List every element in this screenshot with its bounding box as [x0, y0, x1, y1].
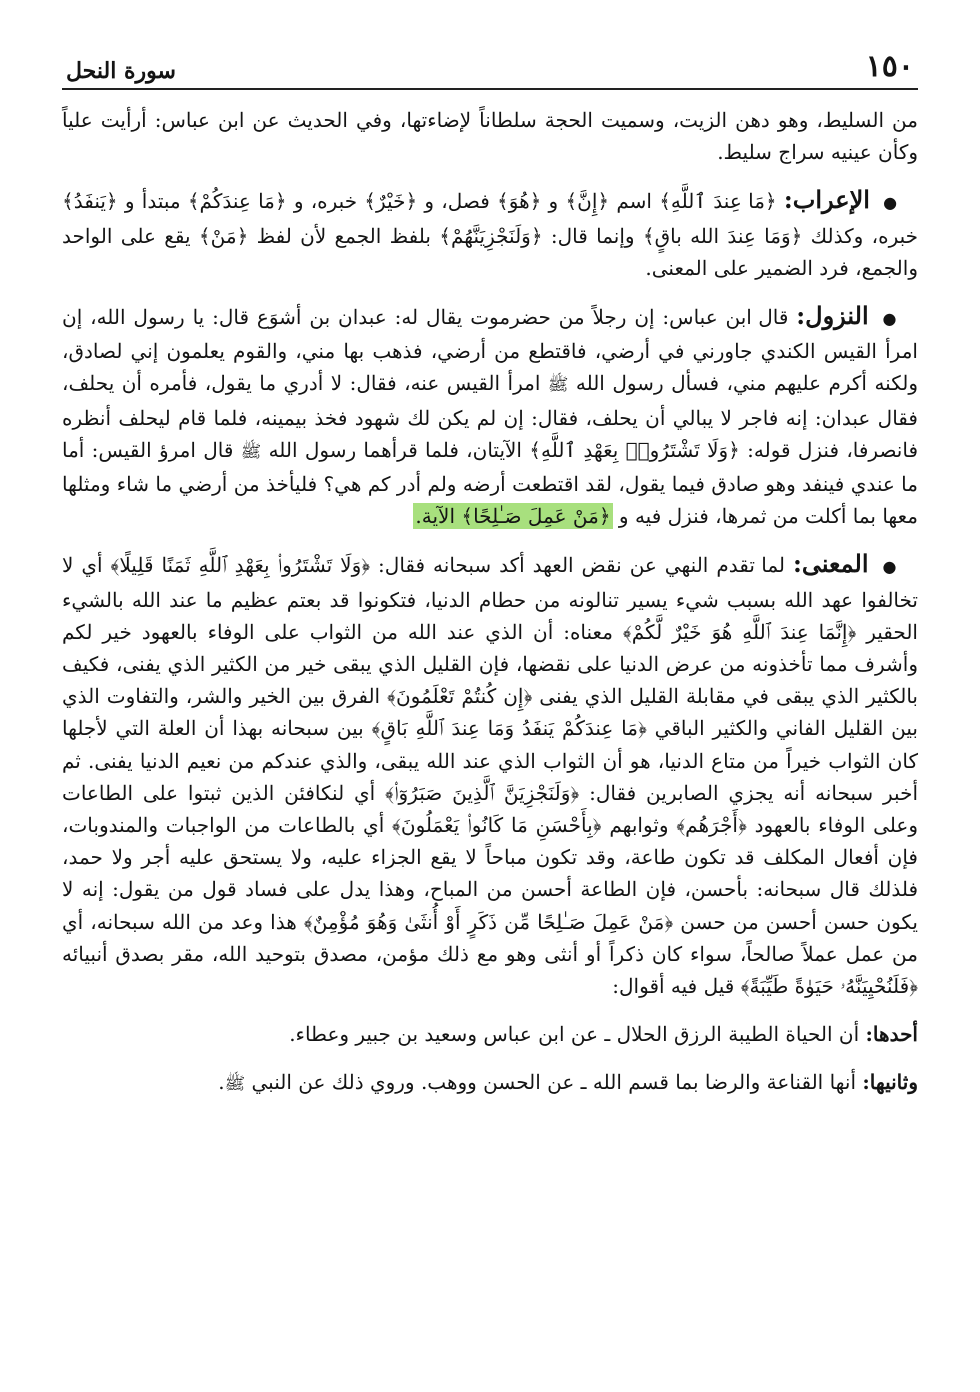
opinion-second-text: أنها القناعة والرضا بما قسم الله ـ عن الحسن ووهب. وروي ذلك عن النبي — [251, 1070, 857, 1095]
opinion-second — [62, 1066, 918, 1100]
bullet-icon: ● — [883, 193, 899, 213]
salawat-ligature: ﷺ — [240, 441, 262, 462]
irab-heading: الإعراب: — [783, 185, 870, 215]
opinion-first-label: أحدها: — [865, 1022, 918, 1047]
page-header — [62, 40, 918, 90]
surah-name: سورة النحل — [66, 58, 176, 84]
opinion-first-text: أن الحياة الطيبة الرزق الحلال ـ عن ابن عباس وسعيد بن جبير وعطاء. — [289, 1022, 860, 1047]
nuzul-text-part-1: قال ابن عباس: إن رجلاً من حضرموت يقال له: عبدان بن أشوَع قال: يا رسول الله، إن امرأ القيس الكندي جاورني في أرضي، فاقتطع من أرضي، فذهب بها مني، والقوم يعلمون إني لصادق، ولكنه أكرم عليهم مني، فسأل رسول الله — [62, 305, 918, 396]
section-nuzul — [62, 300, 918, 532]
highlighted-verse: ﴿مَنْ عَمِلَ صَـٰلِحًا﴾ الآية. — [415, 504, 611, 529]
opinion-second-label: وثانيها: — [862, 1070, 918, 1095]
page-content — [62, 104, 918, 1101]
nuzul-heading: النزول: — [796, 301, 869, 331]
sentence-end: . — [218, 1070, 225, 1095]
salawat-ligature: ﷺ — [224, 1074, 246, 1095]
paragraph-intro — [62, 104, 918, 168]
section-irab — [62, 184, 918, 284]
section-maana — [62, 548, 918, 1002]
intro-text: من السليط، وهو دهن الزيت، وسميت الحجة سلطاناً لإضاءتها، وفي الحديث عن ابن عباس: أرأيت علياً وكأن عينيه سراج سليط. — [62, 108, 918, 165]
nuzul-text-part-3: قال امرؤ القيس: أما ما عندي فينفد وهو صادق فيما يقول، لقد اقتطعت أرضه ولم أدر كم هي؟ فليأخذ من أرضي ما شاء ومثلها معها بما أكلت من ثمرها، فنزل فيه و — [62, 437, 918, 529]
opinion-first — [62, 1018, 918, 1050]
irab-text: ﴿مَا عِندَ ٱللَّهِ﴾ اسم ﴿إِنَّ﴾ و ﴿هُوَ﴾ فصل، و ﴿خَيْرٌ﴾ خبره، و ﴿مَا عِندَكُمْ﴾ مبتدأ و ﴿يَنفَدُ﴾ خبره، وكذلك ﴿وَمَا عِندَ الله باقٍ﴾ وإنما قال: ﴿وَلَنَجْزِيَنَّهُمْ﴾ بلفظ الجمع لأن لفظ ﴿مَنْ﴾ يقع على الواحد والجمع، فرد الضمير على المعنى. — [62, 189, 918, 280]
page-number: ١٥٠ — [865, 49, 914, 84]
nuzul-text-part-2: امرأ القيس عنه، فقال: لا أدري ما يقول، فأمره أن يحلف، فقال عبدان: إنه فاجر لا يبالي أن يحلف، فقال: إن لم يكن لك شهود فخذ بيمينه، فلما قام ليحلف أنظره فانصرفا، فنزل قوله: ﴿وَلَا تَشْتَرُوا۟ بِعَهْدِ ٱللَّهِ﴾ الآيتان، فلما قرأهما رسول الله — [62, 371, 919, 462]
bullet-icon: ● — [882, 557, 899, 577]
salawat-ligature: ﷺ — [547, 375, 569, 396]
maana-text: لما تقدم النهي عن نقض العهد أكد سبحانه فقال: ﴿وَلَا تَشْتَرُوا۟ بِعَهْدِ ٱللَّهِ ثَمَنًا قَلِيلًا﴾ أي لا تخالفوا عهد الله بسبب شيء يسير تنالونه من حطام الدنيا، فتكونوا قد بعتم عظيم ما عند الله بالشيء الحقير ﴿إِنَّمَا عِندَ ٱللَّهِ هُوَ خَيْرٌ لَّكُمْ﴾ معناه: أن الذي عند الله من الثواب على الوفاء بالعهود خير لكم وأشرف مما تأخذونه من عرض الدنيا على نقضها، فإن القليل الذي يبقى خير من الكثير الذي يفنى، فكيف بالكثير الذي يبقى في مقابلة القليل الذي يفنى ﴿إِن كُنتُمْ تَعْلَمُونَ﴾ الفرق بين الخير والشر، والتفاوت الذي بين القليل الفاني والكثير الباقي ﴿مَا عِندَكُمْ يَنفَدُ وَمَا عِندَ ٱللَّهِ بَاقٍ﴾ بين سبحانه بهذا أن العلة التي لأجلها كان الثواب خيراً من متاع الدنيا، هو أن الثواب الذي عند الله يبقى، والذي عندكم من نعيم الدنيا يفنى. ثم أخبر سبحانه أنه يجزي الصابرين فقال: ﴿وَلَنَجْزِيَنَّ ٱلَّذِينَ صَبَرُوٓا۟﴾ أي لنكافئن الذين ثبتوا على الطاعات وعلى الوفاء بالعهود ﴿أَجْرَهُم﴾ وثوابهم ﴿بِأَحْسَنِ مَا كَانُوا۟ يَعْمَلُونَ﴾ أي بالطاعات من الواجبات والمندوبات، فإن أفعال المكلف قد تكون طاعة، وقد تكون مباحاً لا يقع الجزاء عليه، ولا يستحق عليه أجر ولا حمد، فلذلك قال سبحانه: بأحسن، فإن الطاعة أحسن من المباح، وهذا يدل على فساد قول من يقول: إنه لا يكون حسن أحسن من حسن ﴿مَنْ عَمِلَ صَـٰلِحًا مِّن ذَكَرٍ أَوْ أُنثَىٰ وَهُوَ مُؤْمِنٌ﴾ هذا وعد من الله سبحانه، أي من عمل عملاً صالحاً، سواء كان ذكراً أو أنثى وهو مع ذلك مؤمن، مصدق بتوحيد الله، مقر بصدق أنبيائه ﴿فَلَنُحْيِيَنَّهُۥ حَيَوٰةً طَيِّبَةً﴾ قيل فيه أقوال: — [62, 553, 918, 999]
bullet-icon: ● — [882, 309, 898, 329]
maana-heading: المعنى: — [792, 549, 869, 579]
